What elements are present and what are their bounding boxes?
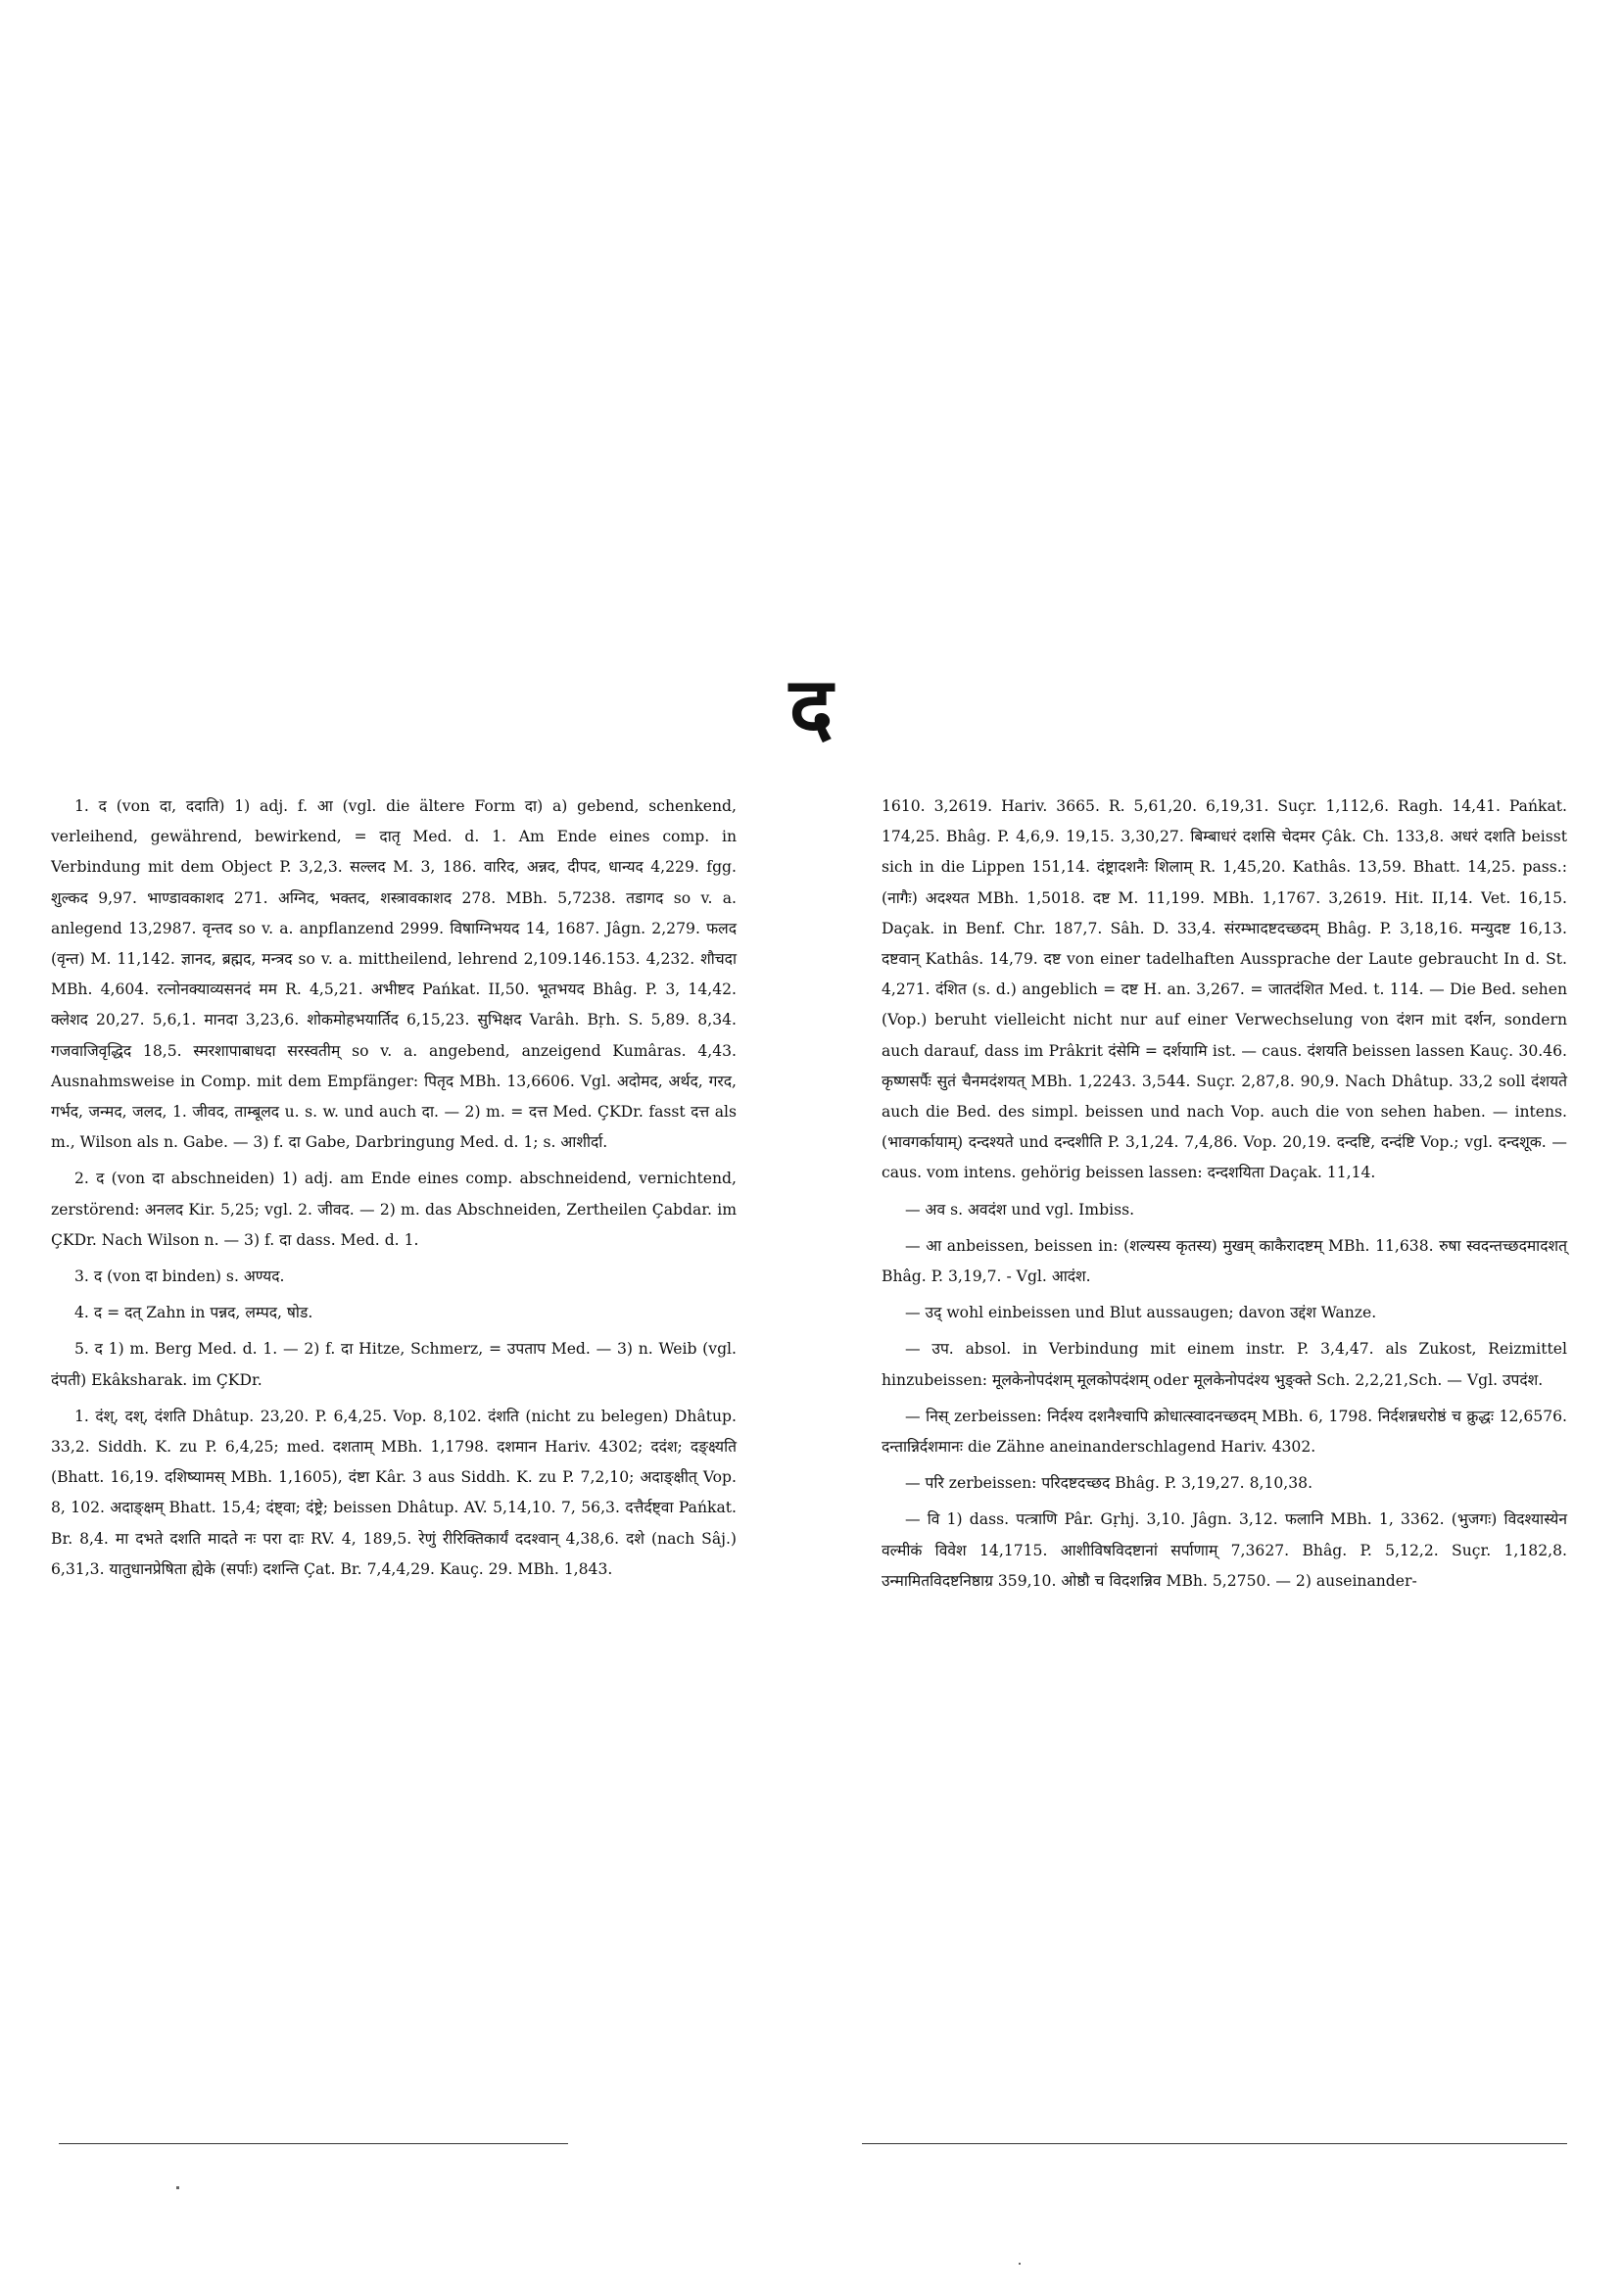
footer-rule-left xyxy=(59,2143,568,2144)
entry-2-da: 2. द (von दा abschneiden) 1) adj. am Ende eines comp. abschneidend, vernichtend, zerstörend: अनलद Kir. 5,25; vgl. 2. जीवद. — 2) m. das Abschneiden, Zertheilen Çabdar. im ÇKDr. Nach Wilson n. — 3) f. दा dass. Med. d. 1. xyxy=(51,1170,737,1249)
scan-speck xyxy=(176,2186,179,2189)
subentry-ud: — उद् wohl einbeissen und Blut aussaugen; davon उद्दंश Wanze. xyxy=(905,1304,1377,1322)
subentry-vi: — वि 1) dass. पत्त्राणि Pâr. Gṛhj. 3,10. Jâgn. 3,12. फलानि MBh. 1, 3362. (भुजगः) विदश्यास्येन वल्मीकं विवेश 14,1715. आशीविषविदष्टानां सर्पाणाम् 7,3627. Bhâg. P. 5,12,2. Suçr. 1,182,8. उन्मामितविदष्टनिष्ठाग्र 359,10. ओष्ठौ च विदशन्निव MBh. 5,2750. — 2) auseinander- xyxy=(882,1510,1567,1590)
subentry-aa: — आ anbeissen, beissen in: (शल्यस्य कृतस्य) मुखम् काकैरादष्टम् MBh. 11,638. रुषा स्वदन्तच्छदमादशत् Bhâg. P. 3,19,7. - Vgl. आदंश. xyxy=(882,1236,1567,1286)
entry-1-da: 1. द (von दा, ददाति) 1) adj. f. आ (vgl. die ältere Form दा) a) gebend, schenkend, verleihend, gewährend, bewirkend, = दातृ Med. d. 1. Am Ende eines comp. in Verbindung mit dem Object P. 3,2,3. सल्लद M. 3, 186. वारिद, अन्नद, दीपद, धान्यद 4,229. fgg. शुल्कद 9,97. भाण्डावकाशद 271. अग्निद, भक्तद, शस्त्रावकाशद 278. MBh. 5,7238. तडागद so v. a. anlegend 13,2987. वृन्तद so v. a. anpflanzend 2999. विषाग्निभयद 14, 1687. Jâgn. 2,279. फलद (वृन्त) M. 11,142. ज्ञानद, ब्रह्मद, मन्त्रद so v. a. mittheilend, lehrend 2,109.146.153. 4,232. शौचदा MBh. 4,604. रत्नोनक्याव्यसनदं मम R. 4,5,21. अभीष्टद Pańkat. II,50. भूतभयद Bhâg. P. 3, 14,42. क्लेशद 20,27. 5,6,1. मानदा 3,23,6. शोकमोहभयार्तिद 6,15,23. सुभिक्षद Varâh. Bṛh. S. 5,89. 8,34. गजवाजिवृद्धिद 18,5. स्मरशापाबाधदा सरस्वतीम् so v. a. angebend, anzeigend Kumâras. 4,43. Ausnahmsweise in Comp. mit dem Empfänger: पितृद MBh. 13,6606. Vgl. अदोमद, अर्थद, गरद, गर्भद, जन्मद, जलद, 1. जीवद, ताम्बूलद u. s. w. und auch दा. — 2) m. = दत्त Med. ÇKDr. fasst दत्त als m., Wilson als n. Gabe. — 3) f. दा Gabe, Darbringung Med. d. 1; s. आशीर्दा. xyxy=(51,797,737,1152)
entry-5-da: 5. द 1) m. Berg Med. d. 1. — 2) f. दा Hitze, Schmerz, = उपताप Med. — 3) n. Weib (vgl. दंपती) Ekâksharak. im ÇKDr. xyxy=(51,1340,737,1389)
footer-rule-right xyxy=(862,2143,1567,2144)
subentry-upa: — उप. absol. in Verbindung mit einem instr. P. 3,4,47. als Zukost, Reizmittel hinzubeissen: मूलकेनोपदंशम् मूलकोपदंशम् oder मूलकेनोपदंश्य भुङ्क्ते Sch. 2,2,21,Sch. — Vgl. उपदंश. xyxy=(882,1340,1567,1389)
right-column xyxy=(882,791,1567,1597)
entry-4-da: 4. द = दत् Zahn in पन्नद, लम्पद, षोड. xyxy=(74,1304,313,1322)
entry-3-da: 3. द (von दा binden) s. अण्यद. xyxy=(74,1268,285,1286)
entry-damsh: 1. दंश्, दश्, दंशति Dhâtup. 23,20. P. 6,4,25. Vop. 8,102. दंशति (nicht zu belegen) Dhâtup. 33,2. Siddh. K. zu P. 6,4,25; med. दशताम् MBh. 1,1798. दशमान Hariv. 4302; ददंश; दङ्क्ष्यति (Bhatt. 16,19. दशिष्यामस् MBh. 1,1605), दंष्टा Kâr. 3 aus Siddh. K. zu P. 7,2,10; अदाङ्क्षीत् Vop. 8, 102. अदाङ्क्षम् Bhatt. 15,4; दंष्ट्वा; दंष्ट्रे; beissen Dhâtup. AV. 5,14,10. 7, 56,3. दत्तैर्दष्ट्वा Pańkat. Br. 8,4. मा दभते दशति मादते नः परा दाः RV. 4, 189,5. रेणुं रीरिक्तिकार्यं ददश्वान् 4,38,6. दशे (nach Sâj.) 6,31,3. यातुधानप्रेषिता ह्येके (सर्पाः) दशन्ति Çat. Br. 7,4,4,29. Kauç. 29. MBh. 1,843. xyxy=(51,1407,737,1578)
subentry-pari: — परि zerbeissen: परिदष्टदच्छद Bhâg. P. 3,19,27. 8,10,38. xyxy=(905,1474,1313,1493)
entry-damsh-continued: 1610. 3,2619. Hariv. 3665. R. 5,61,20. 6,19,31. Suçr. 1,112,6. Ragh. 14,41. Pańkat. 174,25. Bhâg. P. 4,6,9. 19,15. 3,30,27. बिम्बाधरं दशसि चेदमर Çâk. Ch. 133,8. अधरं दशति beisst sich in die Lippen 151,14. दंष्ट्रादशनैः शिलाम् R. 1,45,20. Kathâs. 13,59. Bhatt. 14,25. pass.: (नागैः) अदश्यत MBh. 1,5018. दष्ट M. 11,199. MBh. 1,1767. 3,2619. Hit. II,14. Vet. 16,15. Daçak. in Benf. Chr. 187,7. Sâh. D. 33,4. संरम्भादष्टदच्छदम् Bhâg. P. 3,18,16. मन्युदष्ट 16,13. दष्टवान् Kathâs. 14,79. दष्ट von einer tadelhaften Aussprache der Laute gebraucht In d. St. 4,271. दंशित (s. d.) angeblich = दष्ट H. an. 3,267. = जातदंशित Med. t. 114. — Die Bed. sehen (Vop.) beruht vielleicht nicht nur auf einer Verwechselung von दंशन mit दर्शन, sondern auch darauf, dass im Prâkrit दंसेमि = दर्शयामि ist. — caus. दंशयति beissen lassen Kauç. 30.46. कृष्णसर्पैः सुतं चैनमदंशयत् MBh. 1,2243. 3,544. Suçr. 2,87,8. 90,9. Nach Dhâtup. 33,2 soll दंशयते auch die Bed. des simpl. beissen und nach Vop. auch die von sehen haben. — intens. (भावगर्कायाम्) दन्दश्यते und दन्दशीति P. 3,1,24. 7,4,86. Vop. 20,19. दन्दष्टि, दन्दंष्टि Vop.; vgl. दन्दशूक. — caus. vom intens. gehörig beissen lassen: दन्दशयिता Daçak. 11,14. xyxy=(882,797,1567,1182)
subentry-nis: — निस् zerbeissen: निर्दश्य दशनैश्चापि क्रोधात्स्वादनच्छदम् MBh. 6, 1798. निर्दशन्नधरोष्ठं च क्रुद्धः 12,6576. दन्तान्निर्दशमानः die Zähne aneinanderschlagend Hariv. 4302. xyxy=(882,1407,1567,1457)
subentry-ava: — अव s. अवदंश und vgl. Imbiss. xyxy=(905,1200,1135,1219)
page-heading-letter: द xyxy=(788,658,834,755)
scan-speck xyxy=(1019,2263,1021,2265)
left-column xyxy=(51,791,737,1585)
